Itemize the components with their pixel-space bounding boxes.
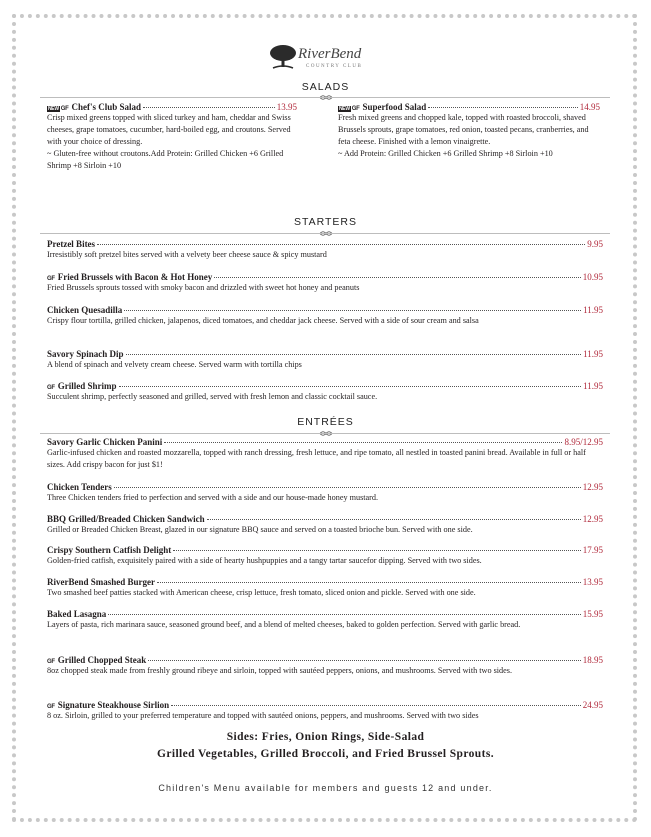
item-title: Grilled Shrimp — [57, 381, 117, 391]
starter-item — [47, 305, 603, 327]
gluten-free-icon: NEW GF — [339, 106, 360, 112]
item-description: Two smashed beef patties stacked with American cheese, crisp lettuce, fresh tomato, sliced onion and pickle. Served with one side. — [47, 588, 476, 597]
entree-item — [47, 437, 603, 471]
entree-item — [47, 482, 603, 504]
item-title: RiverBend Smashed Burger — [47, 577, 155, 587]
item-description: Irresistibly soft pretzel bites served with a velvety beer cheese sauce & spicy mustard — [47, 250, 327, 259]
item-description: A blend of spinach and velvety cream cheese. Served warm with tortilla chips — [47, 360, 302, 369]
starter-item — [47, 381, 603, 403]
item-title: Superfood Salad — [362, 102, 427, 112]
item-price: 18.95 — [582, 655, 603, 665]
gluten-free-icon: NEW GF — [48, 106, 69, 112]
item-title: Grilled Chopped Steak — [57, 655, 147, 665]
item-description: Crisp mixed greens topped with sliced turkey and ham, cheddar and Swiss cheeses, grape tomatoes, cucumber, hard-boiled egg, and croutons. Served with your choice of dressing. — [47, 113, 291, 146]
gluten-free-icon: GF — [47, 659, 55, 665]
item-title: Baked Lasagna — [47, 609, 107, 619]
entree-item — [47, 514, 603, 536]
item-note: ~ Add Protein: Grilled Chicken +6 Grilled Shrimp +8 Sirloin +10 — [338, 149, 553, 158]
brand-subtitle: COUNTRY CLUB — [306, 64, 363, 69]
starters-divider — [40, 233, 610, 234]
item-description: Succulent shrimp, perfectly seasoned and grilled, served with fresh lemon and classic cocktail sauce. — [47, 392, 378, 401]
gluten-free-icon: GF — [47, 276, 55, 282]
item-description: 8oz chopped steak made from freshly ground ribeye and sirloin, topped with sautéed peppers, onions, and mushrooms. Served with two sides. — [47, 666, 513, 675]
sides-line-2: Grilled Vegetables, Grilled Broccoli, and Fried Brussel Sprouts. — [157, 748, 494, 760]
item-price: 15.95 — [582, 609, 603, 619]
item-price: 11.95 — [583, 349, 603, 359]
item-price: 8.95/12.95 — [564, 437, 603, 447]
item-title: Fried Brussels with Bacon & Hot Honey — [57, 272, 213, 282]
item-title: Chicken Quesadilla — [47, 305, 123, 315]
item-description: Golden-fried catfish, exquisitely paired with a side of hearty hushpuppies and a tangy tartar saucefor dipping. Served with two sides. — [47, 556, 482, 565]
starter-item — [47, 239, 603, 261]
item-note: ~ Gluten-free without croutons.Add Protein: Grilled Chicken +6 Grilled Shrimp +8 Sirloin +10 — [47, 149, 284, 170]
item-title: Crispy Southern Catfish Delight — [47, 545, 172, 555]
starter-item — [47, 349, 603, 371]
item-price: 11.95 — [583, 381, 603, 391]
item-price: 13.95 — [582, 577, 603, 587]
item-title: Chef's Club Salad — [71, 102, 142, 112]
salads-divider — [40, 97, 610, 98]
childrens-menu-note: Children's Menu available for members and guests 12 and under. — [158, 783, 493, 793]
entrees-heading: ENTRÉES — [297, 416, 354, 428]
salad-item — [338, 102, 600, 160]
item-price: 12.95 — [582, 482, 603, 492]
item-description: Layers of pasta, rich marinara sauce, seasoned ground beef, and a blend of melted cheeses, baked to golden perfection. Served with garlic bread. — [47, 620, 521, 629]
entree-item — [47, 577, 603, 599]
item-price: 17.95 — [582, 545, 603, 555]
item-price: 12.95 — [582, 514, 603, 524]
item-price: 13.95 — [276, 102, 297, 112]
riverbend-logo — [268, 44, 388, 74]
item-title: Savory Spinach Dip — [47, 349, 124, 359]
gluten-free-icon: GF — [47, 385, 55, 391]
item-price: 9.95 — [587, 239, 603, 249]
item-description: Three Chicken tenders fried to perfection and served with a side and our house-made honey mustard. — [47, 493, 379, 502]
item-title: Savory Garlic Chicken Panini — [47, 437, 163, 447]
gluten-free-icon: GF — [47, 704, 55, 710]
brand-name: RiverBend — [298, 46, 362, 62]
entree-item — [47, 545, 603, 567]
item-price: 11.95 — [583, 305, 603, 315]
entree-item — [47, 655, 603, 677]
item-description: 8 oz. Sirloin, grilled to your preferred temperature and topped with sautéed onions, peppers, and mushrooms. Served with two sides — [47, 711, 479, 720]
entree-item — [47, 700, 603, 722]
item-price: 10.95 — [582, 272, 603, 282]
starters-heading: STARTERS — [293, 216, 358, 228]
tree-icon — [268, 44, 298, 72]
entree-item — [47, 609, 603, 631]
item-description: Fresh mixed greens and chopped kale, topped with roasted broccoli, shaved Brussels sprouts, grape tomatoes, red onion, toasted pecans, cranberries, and feta cheese. Finished with a lemon vinaigrette. — [338, 113, 589, 146]
starter-item — [47, 272, 603, 294]
item-title: Signature Steakhouse Sirlion — [57, 700, 170, 710]
item-price: 14.95 — [579, 102, 600, 112]
item-description: Fried Brussels sprouts tossed with smoky bacon and drizzled with sweet hot honey and peanuts — [47, 283, 360, 292]
salad-item — [47, 102, 297, 172]
item-description: Garlic-infused chicken and roasted mozzarella, topped with ranch dressing, fresh lettuce, and ripe tomato, all nestled in toasted panini bread. Available in full or half sizes. Add crispy bacon for just $1! — [47, 448, 586, 469]
item-title: Chicken Tenders — [47, 482, 112, 492]
sides-line-1: Sides: Fries, Onion Rings, Side-Salad — [226, 731, 425, 743]
entrees-divider — [40, 433, 610, 434]
salads-heading: SALADS — [301, 81, 350, 93]
item-description: Crispy flour tortilla, grilled chicken, jalapenos, diced tomatoes, and cheddar jack cheese. Served with a side of sour cream and salsa — [47, 316, 479, 325]
item-description: Grilled or Breaded Chicken Breast, glazed in our signature BBQ sauce and served on a toasted brioche bun. Served with one side. — [47, 525, 473, 534]
item-title: BBQ Grilled/Breaded Chicken Sandwich — [47, 514, 205, 524]
item-price: 24.95 — [582, 700, 603, 710]
item-title: Pretzel Bites — [47, 239, 96, 249]
